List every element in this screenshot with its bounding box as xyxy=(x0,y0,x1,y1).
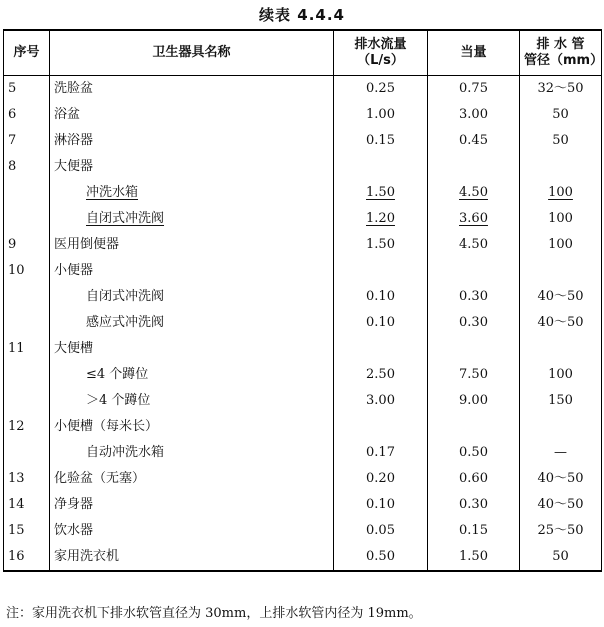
pipe-diameter-value xyxy=(520,388,602,414)
header-no: 序号 xyxy=(4,30,50,76)
row-number xyxy=(4,284,50,310)
header-pipe-line2: 管径（mm） xyxy=(524,53,604,68)
pipe-diameter-value-text: 50 xyxy=(552,107,569,122)
drain-flow-value-text: 0.17 xyxy=(366,445,395,460)
drain-flow-value-text: 1.50 xyxy=(366,185,395,200)
fixture-name xyxy=(50,128,334,154)
pipe-diameter-value-text: 100 xyxy=(548,185,573,200)
fixture-name xyxy=(50,284,334,310)
fixture-name-text: 感应式冲洗阀 xyxy=(86,315,165,330)
equivalent-value-text: 7.50 xyxy=(459,367,488,382)
equivalent-value-text: 3.60 xyxy=(459,211,488,226)
row-number xyxy=(4,388,50,414)
row-number-text: 13 xyxy=(8,471,25,486)
equivalent-value xyxy=(428,206,520,232)
row-number xyxy=(4,258,50,284)
equivalent-value xyxy=(428,336,520,362)
table-row xyxy=(4,362,602,388)
pipe-diameter-value-text: 40～50 xyxy=(537,289,584,304)
pipe-diameter-value xyxy=(520,544,602,571)
pipe-diameter-value-text: 40～50 xyxy=(537,497,584,512)
row-number xyxy=(4,154,50,180)
pipe-diameter-value-text: 100 xyxy=(548,237,573,252)
table-row xyxy=(4,232,602,258)
equivalent-value xyxy=(428,284,520,310)
pipe-diameter-value-text: 25～50 xyxy=(537,523,584,538)
drain-flow-value xyxy=(334,128,428,154)
table-note: 注：家用洗衣机下排水软管直径为 30mm，上排水软管内径为 19mm。 xyxy=(6,606,422,621)
fixture-name-text: 小便器 xyxy=(54,263,94,278)
table-row xyxy=(4,388,602,414)
pipe-diameter-value xyxy=(520,284,602,310)
fixture-name-text: ≤4 个蹲位 xyxy=(86,367,149,382)
equivalent-value-text: 0.75 xyxy=(459,81,488,96)
header-flow xyxy=(334,30,428,76)
drain-flow-value xyxy=(334,388,428,414)
row-number xyxy=(4,362,50,388)
row-number-text: 11 xyxy=(8,341,25,356)
equivalent-value xyxy=(428,310,520,336)
fixture-name xyxy=(50,206,334,232)
equivalent-value-text: 1.50 xyxy=(459,549,488,564)
drain-flow-value xyxy=(334,414,428,440)
pipe-diameter-value xyxy=(520,440,602,466)
row-number xyxy=(4,76,50,103)
row-number xyxy=(4,414,50,440)
drain-flow-value xyxy=(334,336,428,362)
table-row xyxy=(4,492,602,518)
equivalent-value-text: 0.60 xyxy=(459,471,488,486)
fixture-name-text: 家用洗衣机 xyxy=(54,549,120,564)
row-number xyxy=(4,492,50,518)
pipe-diameter-value-text: 100 xyxy=(548,211,573,226)
equivalent-value-text: 0.45 xyxy=(459,133,488,148)
equivalent-value xyxy=(428,180,520,206)
fixture-name xyxy=(50,180,334,206)
row-number xyxy=(4,466,50,492)
drain-flow-value xyxy=(334,206,428,232)
fixture-name xyxy=(50,310,334,336)
equivalent-value xyxy=(428,414,520,440)
pipe-diameter-value-text: 32～50 xyxy=(537,81,584,96)
drain-flow-value-text: 0.05 xyxy=(366,523,395,538)
pipe-diameter-value-text: 150 xyxy=(548,393,573,408)
drain-flow-value-text: 0.20 xyxy=(366,471,395,486)
drain-flow-value xyxy=(334,544,428,571)
equivalent-value-text: 0.30 xyxy=(459,497,488,512)
fixture-name xyxy=(50,362,334,388)
pipe-diameter-value xyxy=(520,310,602,336)
fixture-name-text: 大便器 xyxy=(54,159,94,174)
pipe-diameter-value xyxy=(520,154,602,180)
equivalent-value xyxy=(428,492,520,518)
row-number-text: 6 xyxy=(8,107,17,122)
row-number xyxy=(4,206,50,232)
header-equiv: 当量 xyxy=(428,30,520,76)
table-row xyxy=(4,310,602,336)
fixture-name xyxy=(50,154,334,180)
fixture-name-text: 自闭式冲洗阀 xyxy=(86,211,165,226)
row-number xyxy=(4,336,50,362)
pipe-diameter-value-text: 50 xyxy=(552,549,569,564)
fixture-name-text: 自动冲洗水箱 xyxy=(86,445,165,460)
table-row xyxy=(4,258,602,284)
equivalent-value xyxy=(428,440,520,466)
fixture-name-text: 淋浴器 xyxy=(54,133,94,148)
pipe-diameter-value xyxy=(520,466,602,492)
equivalent-value xyxy=(428,154,520,180)
pipe-diameter-value-text: 50 xyxy=(552,133,569,148)
row-number xyxy=(4,544,50,571)
equivalent-value xyxy=(428,466,520,492)
table-row xyxy=(4,544,602,571)
equivalent-value xyxy=(428,544,520,571)
drain-flow-value xyxy=(334,154,428,180)
header-flow-line1: 排水流量 xyxy=(354,37,407,52)
equivalent-value-text: 4.50 xyxy=(459,237,488,252)
pipe-diameter-value xyxy=(520,76,602,103)
fixture-name xyxy=(50,76,334,103)
fixture-name xyxy=(50,518,334,544)
pipe-diameter-value xyxy=(520,492,602,518)
fixture-name-text: 净身器 xyxy=(54,497,94,512)
row-number xyxy=(4,128,50,154)
table-row xyxy=(4,206,602,232)
table-row xyxy=(4,76,602,103)
equivalent-value xyxy=(428,102,520,128)
pipe-diameter-value-text: 40～50 xyxy=(537,315,584,330)
fixture-name-text: 小便槽（每米长） xyxy=(54,419,159,434)
row-number-text: 15 xyxy=(8,523,25,538)
table-row xyxy=(4,336,602,362)
drain-flow-value xyxy=(334,258,428,284)
drain-flow-value xyxy=(334,180,428,206)
row-number xyxy=(4,440,50,466)
row-number xyxy=(4,310,50,336)
row-number xyxy=(4,518,50,544)
equivalent-value xyxy=(428,362,520,388)
table-row xyxy=(4,440,602,466)
fixture-name xyxy=(50,492,334,518)
table-row xyxy=(4,466,602,492)
pipe-diameter-value-text: — xyxy=(554,445,567,460)
header-pipe xyxy=(520,30,602,76)
drain-flow-value xyxy=(334,102,428,128)
fixture-name xyxy=(50,544,334,571)
pipe-diameter-value xyxy=(520,128,602,154)
fixture-name xyxy=(50,336,334,362)
drain-flow-value-text: 1.20 xyxy=(366,211,395,226)
fixture-name xyxy=(50,102,334,128)
fixture-name-text: ＞4 个蹲位 xyxy=(86,393,151,408)
equivalent-value xyxy=(428,232,520,258)
table-row xyxy=(4,414,602,440)
row-number-text: 10 xyxy=(8,263,25,278)
pipe-diameter-value xyxy=(520,336,602,362)
equivalent-value-text: 9.00 xyxy=(459,393,488,408)
pipe-diameter-value xyxy=(520,206,602,232)
drain-flow-value-text: 0.10 xyxy=(366,315,395,330)
equivalent-value xyxy=(428,258,520,284)
fixture-name-text: 大便槽 xyxy=(54,341,94,356)
fixture-name xyxy=(50,388,334,414)
table-row xyxy=(4,180,602,206)
pipe-diameter-value xyxy=(520,180,602,206)
equivalent-value-text: 0.30 xyxy=(459,289,488,304)
pipe-diameter-value-text: 100 xyxy=(548,367,573,382)
equivalent-value xyxy=(428,76,520,103)
table-body xyxy=(4,76,602,572)
pipe-diameter-value xyxy=(520,518,602,544)
drain-flow-value xyxy=(334,284,428,310)
fixture-name xyxy=(50,466,334,492)
fixture-name-text: 浴盆 xyxy=(54,107,81,122)
drain-flow-value xyxy=(334,310,428,336)
row-number-text: 8 xyxy=(8,159,17,174)
fixture-name xyxy=(50,232,334,258)
pipe-diameter-value xyxy=(520,414,602,440)
row-number-text: 5 xyxy=(8,81,17,96)
header-flow-line2: （L/s） xyxy=(357,53,404,68)
fixture-name-text: 饮水器 xyxy=(54,523,94,538)
row-number xyxy=(4,180,50,206)
fixture-name-text: 医用倒便器 xyxy=(54,237,120,252)
drain-flow-value-text: 2.50 xyxy=(366,367,395,382)
equivalent-value xyxy=(428,388,520,414)
fixture-name-text: 化验盆（无塞） xyxy=(54,471,146,486)
pipe-diameter-value-text: 40～50 xyxy=(537,471,584,486)
table-row xyxy=(4,154,602,180)
row-number-text: 7 xyxy=(8,133,17,148)
table-row xyxy=(4,518,602,544)
drain-flow-value-text: 0.15 xyxy=(366,133,395,148)
fixture-name-text: 自闭式冲洗阀 xyxy=(86,289,165,304)
equivalent-value-text: 4.50 xyxy=(459,185,488,200)
drain-flow-value-text: 1.50 xyxy=(366,237,395,252)
row-number xyxy=(4,232,50,258)
row-number-text: 14 xyxy=(8,497,25,512)
drain-flow-value xyxy=(334,76,428,103)
equivalent-value xyxy=(428,518,520,544)
fixture-name xyxy=(50,414,334,440)
drain-flow-value xyxy=(334,232,428,258)
row-number-text: 16 xyxy=(8,549,25,564)
drain-flow-value xyxy=(334,518,428,544)
equivalent-value xyxy=(428,128,520,154)
drain-flow-value-text: 3.00 xyxy=(366,393,395,408)
drain-flow-value xyxy=(334,466,428,492)
fixture-name xyxy=(50,258,334,284)
drain-flow-value-text: 0.10 xyxy=(366,497,395,512)
drain-flow-value xyxy=(334,492,428,518)
pipe-diameter-value xyxy=(520,362,602,388)
pipe-diameter-value xyxy=(520,102,602,128)
pipe-diameter-value xyxy=(520,232,602,258)
header-pipe-line1: 排 水 管 xyxy=(536,37,585,52)
table-row xyxy=(4,128,602,154)
row-number-text: 12 xyxy=(8,419,25,434)
table-row xyxy=(4,102,602,128)
fixture-drainage-table xyxy=(3,29,602,572)
fixture-name-text: 冲洗水箱 xyxy=(86,185,139,200)
drain-flow-value-text: 0.10 xyxy=(366,289,395,304)
fixture-name-text: 洗脸盆 xyxy=(54,81,94,96)
fixture-name xyxy=(50,440,334,466)
header-name: 卫生器具名称 xyxy=(50,30,334,76)
row-number xyxy=(4,102,50,128)
equivalent-value-text: 0.15 xyxy=(459,523,488,538)
drain-flow-value-text: 0.25 xyxy=(366,81,395,96)
drain-flow-value xyxy=(334,362,428,388)
table-title: 续表 4.4.4 xyxy=(259,6,345,24)
pipe-diameter-value xyxy=(520,258,602,284)
drain-flow-value-text: 1.00 xyxy=(366,107,395,122)
equivalent-value-text: 0.50 xyxy=(459,445,488,460)
drain-flow-value xyxy=(334,440,428,466)
equivalent-value-text: 3.00 xyxy=(459,107,488,122)
table-row xyxy=(4,284,602,310)
header-row xyxy=(4,30,602,76)
drain-flow-value-text: 0.50 xyxy=(366,549,395,564)
row-number-text: 9 xyxy=(8,237,17,252)
equivalent-value-text: 0.30 xyxy=(459,315,488,330)
